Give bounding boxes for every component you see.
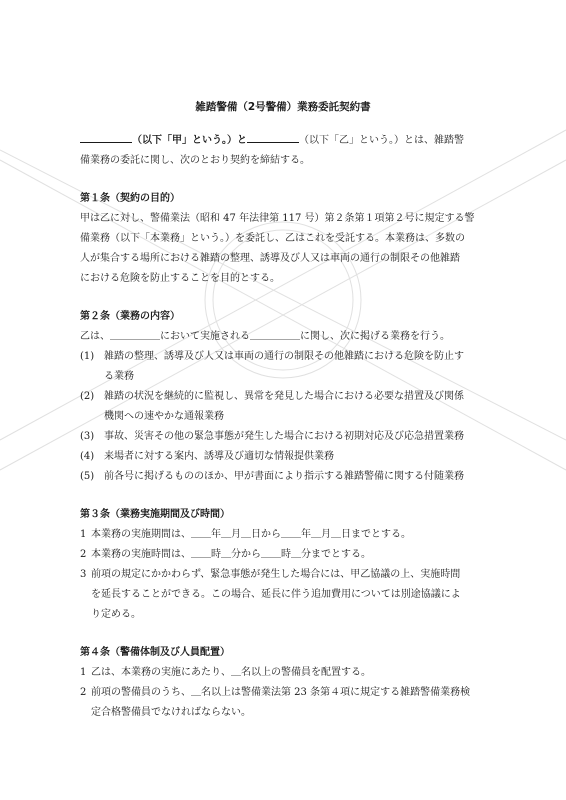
item-number: (5) (80, 471, 95, 482)
clause-number: 1 (80, 529, 87, 540)
document-title: 雑踏警備（2号警備）業務委託契約書 (195, 101, 371, 113)
clause-number: 3 (80, 569, 87, 580)
article-4-clause (80, 683, 498, 723)
clause-text: 本業務の実施期間は、＿＿年＿月＿日から＿＿年＿月＿日までとする。 (91, 529, 411, 540)
clause-text: 乙は、本業務の実施にあたり、＿名以上の警備員を配置する。 (91, 667, 371, 678)
item-number: (3) (80, 431, 95, 442)
item-text: 機関への速やかな通報業務 (104, 411, 224, 422)
article-2-lead: 乙は、＿＿＿＿＿において実施される＿＿＿＿＿に関し、次に掲げる業務を行う。 (80, 331, 450, 342)
clause-text: 前項の規定にかかわらず、緊急事態が発生した場合には、甲乙協議の上、実施時間 (91, 569, 461, 580)
article-2-item (80, 447, 498, 467)
article-3-clause (80, 545, 498, 565)
clause-text: 定合格警備員でなければならない。 (91, 707, 251, 718)
article-3-clause (80, 525, 498, 545)
clause-number: 2 (80, 687, 87, 698)
clause-text: 前項の警備員のうち、＿名以上は警備業法第 23 条第４項に規定する雑踏警備業務検 (91, 687, 471, 698)
article-1-line: 人が集合する場所における雑踏の整理、誘導及び人又は車両の通行の制限その他雑踏 (80, 253, 460, 264)
article-2-item (80, 387, 498, 427)
item-text: 来場者に対する案内、誘導及び適切な情報提供業務 (104, 451, 334, 462)
document-body (80, 131, 498, 723)
item-text: 雑踏の状況を継続的に監視し、異常を発見した場合における必要な措置及び関係 (104, 391, 464, 402)
article-1-line: における危険を防止することを目的とする。 (80, 273, 280, 284)
intro-rest: （以下「乙」という。）とは、雑踏警 (299, 135, 464, 146)
article-1-heading: 第１条（契約の目的） (80, 193, 180, 204)
party-a-blank[interactable] (80, 132, 132, 143)
article-3-clause (80, 565, 498, 625)
article-2-item (80, 427, 498, 447)
clause-text: 本業務の実施時間は、＿＿時＿分から＿＿時＿分までとする。 (91, 549, 371, 560)
intro-line-1 (80, 131, 498, 151)
article-2-item (80, 347, 498, 387)
item-number: (2) (80, 391, 95, 402)
item-number: (4) (80, 451, 95, 462)
article-4-clause (80, 663, 498, 683)
clause-number: 1 (80, 667, 87, 678)
party-a-label: （以下「甲」という。）と (132, 135, 247, 146)
clause-text: り定める。 (91, 609, 141, 620)
intro-line-2: 備業務の委託に関し、次のとおり契約を締結する。 (80, 155, 310, 166)
party-b-blank[interactable] (247, 132, 299, 143)
item-text: 事故、災害その他の緊急事態が発生した場合における初期対応及び応急措置業務 (104, 431, 464, 442)
clause-text: を延長することができる。この場合、延長に伴う追加費用については別途協議によ (91, 589, 461, 600)
clause-number: 2 (80, 549, 87, 560)
item-text: 前各号に掲げるもののほか、甲が書面により指示する雑踏警備に関する付随業務 (104, 471, 464, 482)
item-text: 雑踏の整理、誘導及び人又は車両の通行の制限その他雑踏における危険を防止す (104, 351, 464, 362)
article-3-heading: 第３条（業務実施期間及び時間） (80, 509, 230, 520)
article-2-item (80, 467, 498, 487)
article-4-heading: 第４条（警備体制及び人員配置） (80, 647, 230, 658)
item-number: (1) (80, 351, 95, 362)
article-1-line: 備業務（以下「本業務」という。）を委託し、乙はこれを受託する。本業務は、多数の (80, 233, 465, 244)
item-text: る業務 (104, 371, 134, 382)
article-2-heading: 第２条（業務の内容） (80, 311, 180, 322)
article-1-line: 甲は乙に対し、警備業法（昭和 47 年法律第 117 号）第２条第１項第２号に規定する警 (80, 213, 475, 224)
